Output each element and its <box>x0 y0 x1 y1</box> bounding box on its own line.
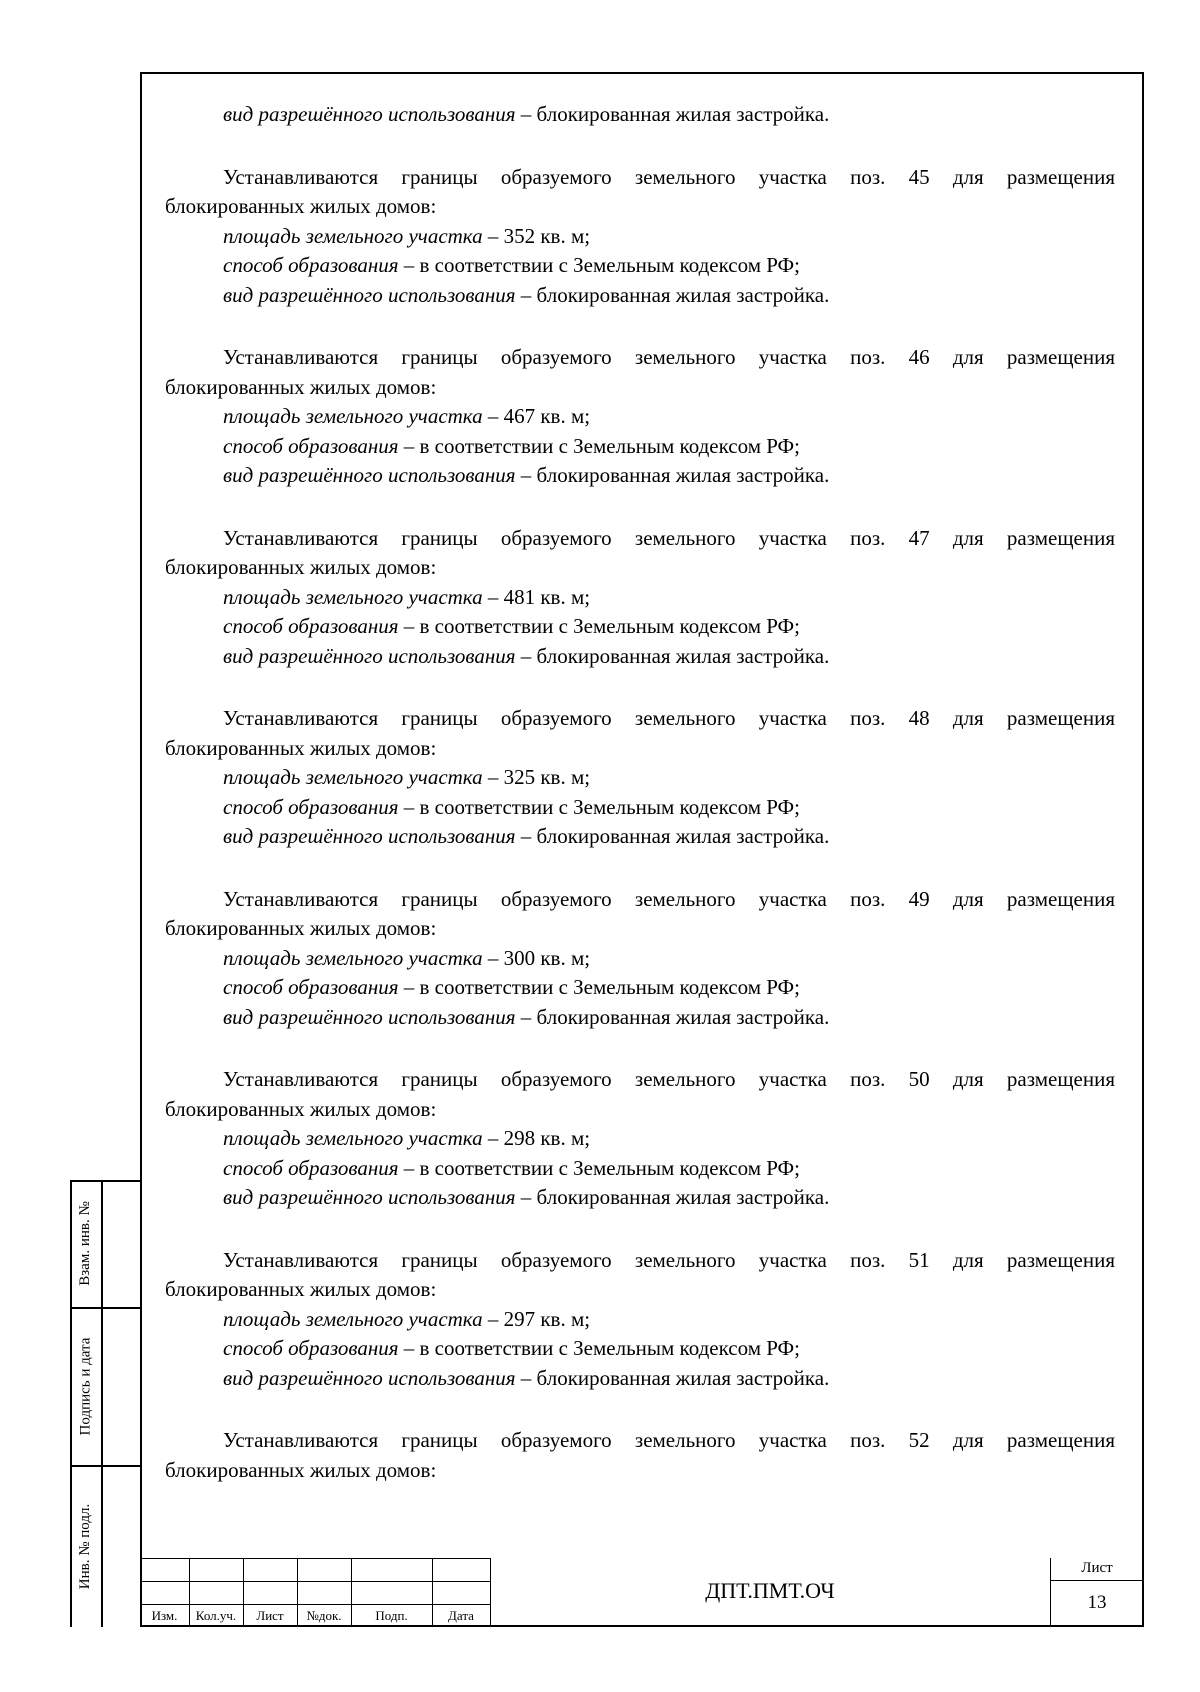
document-code: ДПТ.ПМТ.ОЧ <box>705 1578 835 1603</box>
parcel-method <box>165 973 1115 1003</box>
parcel-intro: Устанавливаются границы образуемого земельного участка поз. 47 для размещения <box>223 525 1115 550</box>
sheet-number: 13 <box>1087 1592 1107 1613</box>
use-label: вид разрешённого использования <box>223 282 516 307</box>
area-value: – 352 кв. м; <box>482 223 591 248</box>
parcel-use <box>165 1364 1115 1394</box>
method-label: способ образования <box>223 975 399 999</box>
method-value: – в соответствии с Земельным кодексом РФ; <box>398 794 800 819</box>
inv-podl-label: Инв. № подл. <box>77 1503 93 1589</box>
side-stamp <box>70 1180 140 1627</box>
parcel-block <box>165 491 1115 672</box>
parcel-intro: Устанавливаются границы образуемого земельного участка поз. 45 для размещения <box>223 164 1115 189</box>
parcel-block <box>165 1032 1115 1213</box>
first-line <box>165 100 1115 130</box>
area-value: – 481 кв. м; <box>482 584 591 609</box>
use-value: – блокированная жилая застройка. <box>515 643 830 668</box>
method-value: – в соответствии с Земельным кодексом РФ; <box>398 614 800 638</box>
use-label: вид разрешённого использования <box>223 824 516 848</box>
use-value: – блокированная жилая застройка. <box>515 1365 830 1390</box>
col-izm: Изм. <box>151 1608 178 1623</box>
parcel-method <box>165 612 1115 642</box>
use-value: – блокированная жилая застройка. <box>515 463 830 487</box>
parcel-method <box>165 1154 1115 1184</box>
parcel-intro: Устанавливаются границы образуемого земельного участка поз. 48 для размещения <box>223 706 1115 730</box>
use-label: вид разрешённого использования <box>223 1365 516 1390</box>
parcel-method <box>165 1334 1115 1364</box>
parcel-block <box>165 852 1115 1033</box>
area-value: – 300 кв. м; <box>482 945 591 970</box>
sheet-label: Лист <box>1081 1560 1113 1576</box>
parcel-method <box>165 793 1115 823</box>
last-paragraph-continuation: блокированных жилых домов: <box>165 1457 437 1482</box>
use-label: вид разрешённого использования <box>223 463 516 487</box>
use-value: – блокированная жилая застройка. <box>515 282 830 307</box>
area-label: площадь земельного участка <box>223 1126 483 1150</box>
parcel-area <box>165 1124 1115 1154</box>
area-label: площадь земельного участка <box>223 765 483 789</box>
col-kol-uch: Кол.уч. <box>195 1608 237 1623</box>
parcel-block <box>165 671 1115 852</box>
area-label: площадь земельного участка <box>223 404 483 428</box>
parcel-use <box>165 1183 1115 1213</box>
method-value: – в соответствии с Земельным кодексом РФ; <box>398 1155 800 1180</box>
area-value: – 298 кв. м; <box>482 1126 591 1150</box>
method-label: способ образования <box>223 1336 399 1360</box>
use-label: вид разрешённого использования <box>223 643 516 668</box>
area-label: площадь земельного участка <box>223 223 483 248</box>
area-value: – 297 кв. м; <box>482 1306 591 1331</box>
parcel-intro-continuation: блокированных жилых домов: <box>165 194 437 218</box>
use-value: – блокированная жилая застройка. <box>515 1185 830 1209</box>
parcel-intro-continuation: блокированных жилых домов: <box>165 1096 437 1121</box>
title-block <box>140 1558 1144 1627</box>
tb-line <box>140 1581 490 1582</box>
parcel-use <box>165 822 1115 852</box>
area-value: – 325 кв. м; <box>482 765 591 789</box>
vzam-inv-label: Взам. инв. № <box>77 1201 93 1286</box>
method-label: способ образования <box>223 614 399 638</box>
col-list: Лист <box>256 1608 284 1623</box>
method-label: способ образования <box>223 1155 399 1180</box>
parcel-block <box>165 310 1115 491</box>
parcel-use <box>165 461 1115 491</box>
method-value: – в соответствии с Земельным кодексом РФ; <box>398 433 800 458</box>
use-label: вид разрешённого использования <box>223 102 516 126</box>
parcel-use <box>165 281 1115 311</box>
parcel-intro-continuation: блокированных жилых домов: <box>165 374 437 399</box>
parcel-intro: Устанавливаются границы образуемого земельного участка поз. 51 для размещения <box>223 1247 1115 1272</box>
last-paragraph-intro: Устанавливаются границы образуемого земельного участка поз. 52 для размещения <box>223 1428 1115 1452</box>
use-value: – блокированная жилая застройка. <box>515 1004 830 1029</box>
parcel-use <box>165 1003 1115 1033</box>
area-label: площадь земельного участка <box>223 945 483 970</box>
document-body <box>165 100 1115 1485</box>
parcel-area <box>165 763 1115 793</box>
use-label: вид разрешённого использования <box>223 1185 516 1209</box>
parcel-area <box>165 1305 1115 1335</box>
parcel-area <box>165 583 1115 613</box>
area-label: площадь земельного участка <box>223 584 483 609</box>
parcel-area <box>165 944 1115 974</box>
parcel-intro: Устанавливаются границы образуемого земельного участка поз. 50 для размещения <box>223 1067 1115 1091</box>
side-border-inner <box>101 1180 103 1627</box>
method-label: способ образования <box>223 253 399 277</box>
parcel-intro-continuation: блокированных жилых домов: <box>165 735 437 760</box>
method-value: – в соответствии с Земельным кодексом РФ; <box>398 253 800 277</box>
tb-line <box>1050 1580 1144 1581</box>
parcel-list <box>165 130 1115 1394</box>
parcel-use <box>165 642 1115 672</box>
parcel-method <box>165 251 1115 281</box>
parcel-block <box>165 1213 1115 1394</box>
method-value: – в соответствии с Земельным кодексом РФ; <box>398 1336 800 1360</box>
method-label: способ образования <box>223 794 399 819</box>
area-label: площадь земельного участка <box>223 1306 483 1331</box>
use-label: вид разрешённого использования <box>223 1004 516 1029</box>
area-value: – 467 кв. м; <box>482 404 591 428</box>
signature-date-label: Подпись и дата <box>77 1337 94 1435</box>
parcel-method <box>165 432 1115 462</box>
parcel-intro-continuation: блокированных жилых домов: <box>165 1277 437 1301</box>
parcel-intro-continuation: блокированных жилых домов: <box>165 555 437 579</box>
col-podp: Подп. <box>375 1608 408 1623</box>
col-ndok: №док. <box>306 1608 342 1623</box>
col-data: Дата <box>448 1608 474 1623</box>
use-value: – блокированная жилая застройка. <box>515 102 830 126</box>
method-value: – в соответствии с Земельным кодексом РФ; <box>398 975 800 999</box>
parcel-area <box>165 402 1115 432</box>
parcel-intro: Устанавливаются границы образуемого земельного участка поз. 46 для размещения <box>223 345 1115 369</box>
method-label: способ образования <box>223 433 399 458</box>
parcel-block <box>165 130 1115 311</box>
tb-line <box>140 1604 490 1605</box>
use-value: – блокированная жилая застройка. <box>515 824 830 848</box>
parcel-intro-continuation: блокированных жилых домов: <box>165 916 437 940</box>
parcel-intro: Устанавливаются границы образуемого земельного участка поз. 49 для размещения <box>223 886 1115 911</box>
tb-line <box>140 1558 490 1559</box>
parcel-area <box>165 222 1115 252</box>
